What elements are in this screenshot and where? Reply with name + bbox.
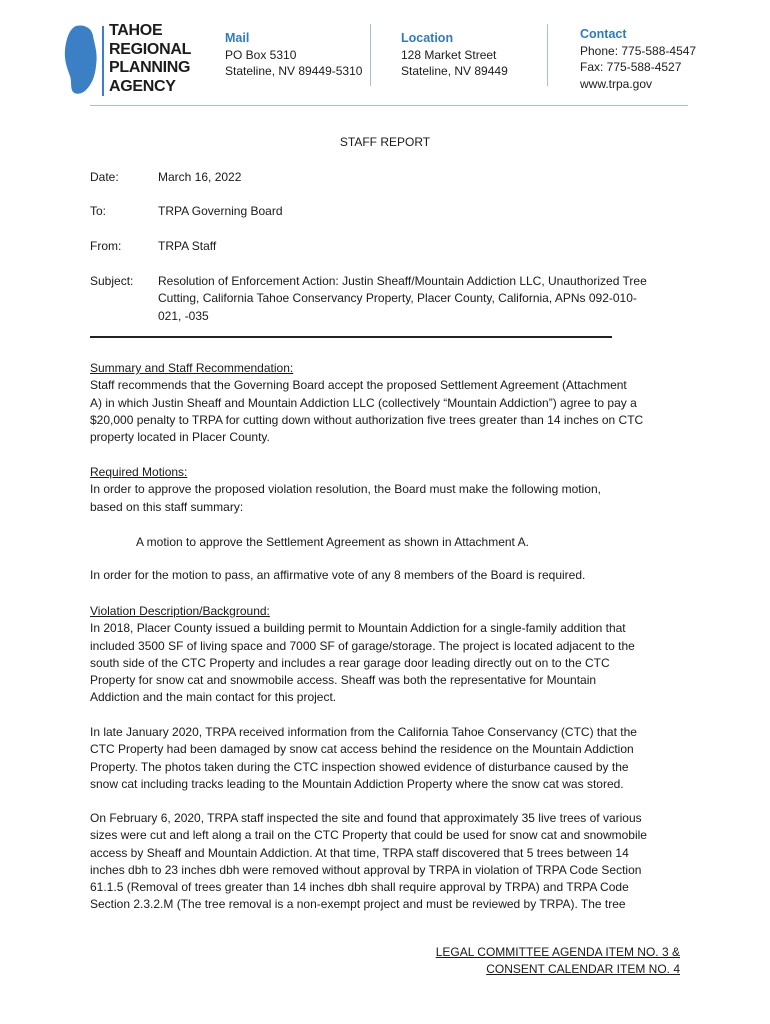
date-label: Date: — [90, 170, 119, 184]
header-separator — [547, 24, 548, 86]
agenda-item-footer — [436, 944, 680, 979]
background-line: In 2018, Placer County issued a building permit to Mountain Addiction for a single-family addition that — [90, 621, 626, 636]
subject-line: 021, -035 — [158, 308, 209, 323]
summary-line: property located in Placer County. — [90, 430, 270, 445]
mail-line: Stateline, NV 89449-5310 — [225, 64, 363, 78]
background-line: CTC Property had been damaged by snow cat access behind the residence on the Mountain Addiction — [90, 742, 634, 757]
summary-line: $20,000 penalty to TRPA for cutting down without authorization five trees greater than 14 inches on CTC — [90, 412, 644, 427]
background-line: inches dbh to 23 inches dbh were removed without approval by TRPA in violation of TRPA Code Section — [90, 862, 642, 877]
trpa-logo — [62, 22, 192, 100]
location-line: 128 Market Street — [401, 47, 497, 62]
report-title: STAFF REPORT — [339, 135, 431, 149]
subject-line: Cutting, California Tahoe Conservancy Property, Placer County, California, APNs 092-010- — [158, 291, 637, 306]
contact-website: www.trpa.gov — [580, 76, 653, 91]
background-paragraph-2 — [90, 724, 682, 793]
background-paragraph-3 — [90, 810, 682, 914]
motions-section — [90, 464, 682, 516]
contact-heading: Contact — [580, 27, 627, 41]
to-value: TRPA Governing Board — [158, 204, 283, 218]
background-line: south side of the CTC Property and includes a rear garage door leading directly out on to the CTC — [90, 655, 610, 670]
motions-line: In order to approve the proposed violation resolution, the Board must make the following motion, — [90, 482, 601, 497]
background-line: Section 2.3.2.M (The tree removal is a non-exempt project and must be reviewed by TRPA). The tree — [90, 897, 626, 912]
logo-line: PLANNING — [109, 59, 191, 76]
background-line: 61.1.5 (Removal of trees greater than 14 inches dbh shall require approval by TRPA) and TRPA Code — [90, 880, 629, 895]
location-block — [401, 30, 508, 80]
contact-phone: Phone: 775-588-4547 — [580, 43, 697, 58]
date-value: March 16, 2022 — [158, 170, 242, 184]
background-line: included 3500 SF of living space and 7000 SF of garage/storage. The project is located adjacent to the — [90, 638, 635, 653]
background-line: Property. The photos taken during the CTC inspection showed evidence of disturbance caused by the — [90, 759, 629, 774]
summary-line: A) in which Justin Sheaff and Mountain Addiction LLC (collectively “Mountain Addiction”) agree to pay a — [90, 395, 637, 410]
from-label: From: — [90, 239, 122, 253]
footer-line: CONSENT CALENDAR ITEM NO. 4 — [486, 962, 680, 977]
background-line: snow cat including tracks leading to the Mountain Addiction Property where the snow cat was stored. — [90, 776, 624, 791]
background-line: Property for snow cat and snowmobile access. Sheaff was both the representative for Mountain — [90, 673, 597, 688]
logo-line: AGENCY — [109, 77, 176, 95]
motions-line: based on this staff summary: — [90, 499, 244, 514]
vote-requirement: In order for the motion to pass, an affirmative vote of any 8 members of the Board is required. — [90, 568, 586, 582]
logo-line: REGIONAL — [109, 40, 192, 58]
footer-line: LEGAL COMMITTEE AGENDA ITEM NO. 3 & — [435, 945, 680, 959]
background-line: sizes were cut and left along a trail on the CTC Property that could be used for snow cat and snowmobile — [90, 828, 647, 843]
logo-divider — [102, 26, 104, 96]
summary-section — [90, 360, 682, 446]
header-separator — [370, 24, 371, 86]
logo-line: TAHOE — [109, 22, 163, 39]
summary-heading: Summary and Staff Recommendation: — [90, 361, 294, 375]
background-line: Addiction and the main contact for this project. — [90, 690, 337, 705]
location-line: Stateline, NV 89449 — [401, 64, 508, 78]
background-line: access by Sheaff and Mountain Addiction. At that time, TRPA staff discovered that 5 trees between 14 — [90, 845, 629, 860]
location-heading: Location — [401, 31, 454, 45]
letterhead-rule — [90, 105, 688, 106]
subject-line: Resolution of Enforcement Action: Justin Sheaff/Mountain Addiction LLC, Unauthorized Tree — [158, 274, 647, 288]
mail-line: PO Box 5310 — [225, 47, 297, 62]
header-divider — [90, 336, 612, 338]
subject-value — [158, 273, 688, 325]
subject-label: Subject: — [90, 274, 134, 288]
mail-heading: Mail — [225, 31, 250, 45]
background-section — [90, 603, 682, 707]
from-value: TRPA Staff — [158, 239, 217, 253]
summary-line: Staff recommends that the Governing Board accept the proposed Settlement Agreement (Attachment — [90, 378, 627, 393]
contact-fax: Fax: 775-588-4527 — [580, 60, 682, 74]
to-label: To: — [90, 204, 107, 218]
mail-address-block — [225, 30, 362, 80]
contact-block — [580, 26, 696, 92]
background-line: In late January 2020, TRPA received information from the California Tahoe Conservancy (CTC) that the — [90, 725, 637, 739]
background-heading: Violation Description/Background: — [90, 604, 270, 618]
agency-name — [109, 22, 191, 96]
motion-text: A motion to approve the Settlement Agreement as shown in Attachment A. — [136, 535, 529, 549]
background-line: On February 6, 2020, TRPA staff inspected the site and found that approximately 35 live trees of various — [90, 811, 642, 825]
lake-tahoe-icon — [62, 24, 100, 96]
motions-heading: Required Motions: — [90, 465, 188, 479]
